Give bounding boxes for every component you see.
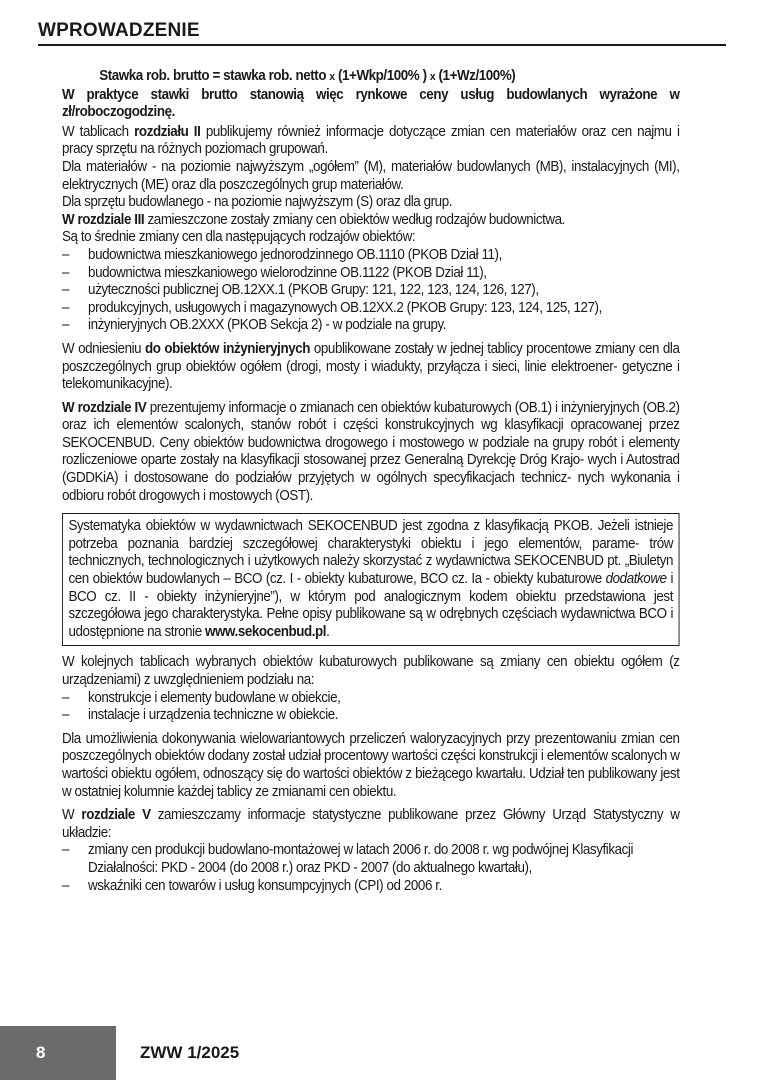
page-header <box>38 20 726 46</box>
text-run: Systematyka obiektów w wydawnictwach SEKOCENBUD jest zgodna z klasyfikacją PKOB. Jeżeli istnieje potrzeba poznania bardziej szczegółowej charakterystyki obiektu i jego elementów, parame- trów technicznych, technologicznych i użytkowych należy skorzystać z wydawnictwa SEKOCENBUD pt. „Biuletyn cen obiektów budowlanych – BCO (cz. I - obiekty kubaturowe, BCO cz. Ia - obiekty kubaturowe <box>68 518 674 588</box>
list-item: – konstrukcje i elementy budowlane w obiekcie, <box>62 690 680 708</box>
formula-part3: (1+Wz/100%) <box>435 68 516 84</box>
list-obiekty <box>62 247 680 335</box>
page-footer <box>0 1026 764 1080</box>
list-item: – budownictwa mieszkaniowego jednorodzinnego OB.1110 (PKOB Dział 11), <box>62 247 680 265</box>
text-run: opublikowane zostały w jednej tablicy procentowe zmiany cen dla poszczególnych grup obiektów ogółem (drogi, mosty i wiadukty, przyłącza i sieci, linie elektroener- getyczne i telekomunikacyjne). <box>62 340 680 393</box>
page-content <box>62 68 680 895</box>
paragraph-rozdzial-5 <box>62 807 680 842</box>
text-run: zamieszczamy informacje statystyczne publikowane przez Główny Urząd Statystyczny w układzie: <box>62 807 680 841</box>
paragraph-inzynieryjne <box>62 341 680 394</box>
website-link[interactable]: www.sekocenbud.pl <box>205 623 327 640</box>
publication-label: ZWW 1/2025 <box>140 1043 240 1062</box>
text-run: W tablicach <box>62 123 135 140</box>
text-run: zamieszczone zostały zmiany cen obiektów według rodzajów budownictwa. <box>144 211 565 228</box>
paragraph-kolejne: W kolejnych tablicach wybranych obiektów kubaturowych publikowane są zmiany cen obiektu ogółem (z urządzeniami) z uwzględnieniem podziału na: <box>62 654 680 688</box>
paragraph-sprzet: Dla sprzętu budowlanego - na poziomie najwyższym (S) oraz dla grup. <box>62 194 453 211</box>
page-number: 8 <box>0 1026 116 1080</box>
list-item: – użyteczności publicznej OB.12XX.1 (PKOB Grupy: 121, 122, 123, 124, 126, 127), <box>62 282 680 300</box>
info-box <box>62 513 680 646</box>
text-run: i BCO cz. II - obiekty inżynieryjne”), w którym pod analogicznym kodem obiektu przedstawiona jest szczegółowa jego charakterystyka. Pełne opisy publikowane są w odrębnych częściach wydawnictwa BCO i udostępnione na stronie <box>68 571 674 640</box>
list-item: – wskaźniki cen towarów i usług konsumpcyjnych (CPI) od 2006 r. <box>62 878 680 896</box>
info-box-text <box>69 518 674 641</box>
formula-times-2: x <box>429 71 436 83</box>
text-run: publikujemy również informacje dotyczące zmian cen materiałów oraz cen najmu i pracy sprzętu na różnych poziomach grupowań. <box>62 123 680 158</box>
list-podzial <box>62 690 680 725</box>
bold-run: rozdziału II <box>134 123 201 140</box>
list-item: – instalacje i urządzenia techniczne w obiekcie. <box>62 707 680 725</box>
bold-run: W rozdziale IV <box>62 399 147 416</box>
lead-paragraph: W praktyce stawki brutto stanowią więc rynkowe ceny usług budowlanych wyrażone w zł/roboczogodzinę. <box>62 86 680 121</box>
list-gus <box>62 842 680 895</box>
text-run: . <box>326 623 330 640</box>
paragraph-rozdzial-4 <box>62 400 680 506</box>
list-item: – produkcyjnych, usługowych i magazynowych OB.12XX.2 (PKOB Grupy: 123, 124, 125, 127), <box>62 300 680 318</box>
text-run: prezentujemy informacje o zmianach cen obiektów kubaturowych (OB.1) i inżynieryjnych (OB.2) oraz ich elementów scalonych, stanów robót i części konstrukcyjnych wg klasyfikacji opracowanej przez SEKOCENBUD. Ceny obiektów budownictwa drogowego i mostowego w podziale na grupy robót i elementy rozliczeniowe oparte zostały na klasyfikacji stosowanej przez Generalną Dyrekcję Dróg Krajo- wych i Autostrad (GDDKiA) i dostosowane do podziałów przyjętych w ogólnych specyfikacjach technicz- nych wykonania i odbioru robót drogowych i mostowych (OST). <box>62 399 680 504</box>
section-title: WPROWADZENIE <box>38 20 200 41</box>
list-item: – inżynieryjnych OB.2XXX (PKOB Sekcja 2) - w podziale na grupy. <box>62 317 680 335</box>
brutto-formula <box>62 68 680 87</box>
bold-run: do obiektów inżynieryjnych <box>145 340 311 357</box>
bold-run: W rozdziale III <box>62 211 145 228</box>
text-run: W <box>62 807 82 824</box>
paragraph-rozdzial-2 <box>62 124 680 159</box>
list-item: – zmiany cen produkcji budowlano-montażowej w latach 2006 r. do 2008 r. wg podwójnej Klasyfikacji Działalności: PKD - 2004 (do 2008 r.) oraz PKD - 2007 (do aktualnego kwartału), <box>62 842 680 877</box>
bold-run: rozdziale V <box>81 807 151 824</box>
formula-part1: Stawka rob. brutto = stawka rob. netto <box>99 68 330 84</box>
italic-run: dodatkowe <box>605 571 667 588</box>
paragraph-srednie: Są to średnie zmiany cen dla następujących rodzajów obiektów: <box>62 229 416 246</box>
text-run: W odniesieniu <box>62 340 146 357</box>
paragraph-umozliwienia: Dla umożliwienia dokonywania wielowariantowych przeliczeń waloryzacyjnych przy prezentowaniu zmian cen poszczególnych obiektów dodany został udział procentowy wartości części konstrukcji i elementów scalonych w wartości obiektu ogółem, odnoszący się do wartości obiektów z bieżącego kwartału. Udział ten publikowany jest w ostatniej kolumnie każdej tablicy ze zmianami cen obiektu. <box>62 730 680 800</box>
list-item: – budownictwa mieszkaniowego wielorodzinne OB.1122 (PKOB Dział 11), <box>62 265 680 283</box>
paragraph-materialy: Dla materiałów - na poziomie najwyższym „ogółem” (M), materiałów budowlanych (MB), instalacyjnych (MI), elektrycznych (ME) oraz dla poszczególnych grup materiałów. <box>62 158 680 193</box>
paragraph-rozdzial-3 <box>62 212 680 230</box>
formula-part2: (1+Wkp/100% ) <box>334 68 430 84</box>
formula-times-1: x <box>329 71 335 83</box>
